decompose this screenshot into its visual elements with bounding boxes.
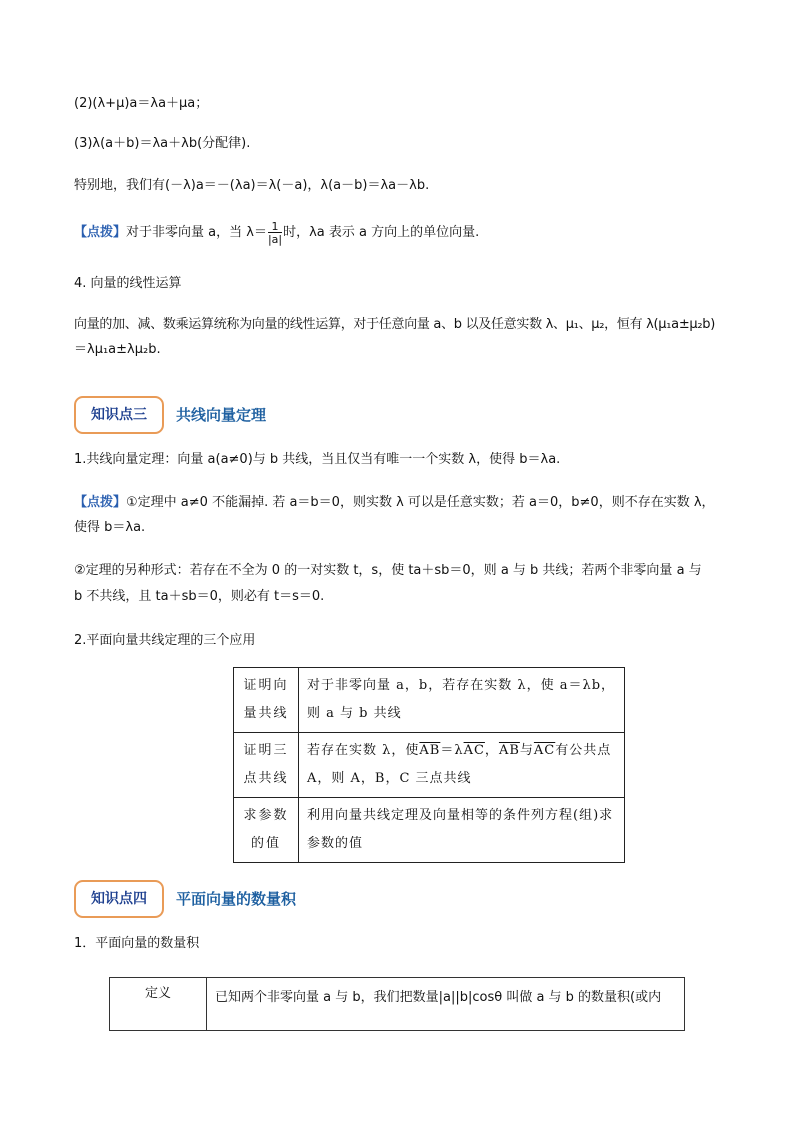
table-row-head: 证明向量共线 — [234, 668, 299, 733]
fraction-numerator: 1 — [271, 219, 279, 233]
table-row-head: 证明三点共线 — [234, 733, 299, 798]
definition-content: 已知两个非零向量 a 与 b，我们把数量|a||b|cosθ 叫做 a 与 b 的数量积(或内 — [207, 978, 685, 1031]
vector-ac: $\overline{AC}$ — [533, 743, 556, 758]
vector-ab: $\overline{AB}$ — [498, 743, 520, 758]
definition-table — [109, 977, 685, 1031]
rule-3: (3)λ(a＋b)＝λa＋λb(分配律). — [74, 136, 251, 151]
theorem-alt-line-2: b 不共线，且 ta＋sb＝0，则必有 t＝s＝0. — [74, 589, 325, 604]
tip-collinear-text: ①定理中 a≠0 不能漏掉. 若 a＝b＝0，则实数 λ 可以是任意实数；若 a＝0，b≠0，则不存在实数 λ， — [126, 495, 715, 510]
tip-collinear-line-2: 使得 b＝λa. — [74, 520, 146, 535]
knowledge-point-4-badge: 知识点四 — [74, 880, 164, 918]
tip-label: 【点拨】 — [74, 495, 127, 510]
table-row — [110, 978, 685, 1031]
table-row — [234, 668, 625, 733]
vector-ac: $\overline{AC}$ — [463, 743, 485, 758]
table-row — [234, 733, 625, 798]
table-row — [234, 798, 625, 863]
theorem-alt-line-1: ②定理的另种形式：若存在不全为 0 的一对实数 t，s，使 ta＋sb＝0，则 a 与 b 共线；若两个非零向量 a 与 — [74, 563, 702, 578]
text: ， — [484, 743, 499, 758]
applications-table — [233, 667, 625, 863]
tip-text-pre: 对于非零向量 a，当 λ＝ — [126, 225, 267, 240]
table-row-head: 求参数的值 — [234, 798, 299, 863]
text: 有公共点 A，则 A，B，C 三点共线 — [307, 743, 612, 786]
knowledge-point-3-header — [74, 396, 267, 434]
applications-title: 2.平面向量共线定理的三个应用 — [74, 633, 256, 648]
special-case: 特别地，我们有(－λ)a＝－(λa)＝λ(－a)，λ(a－b)＝λa－λb. — [74, 178, 430, 193]
text: 若存在实数 λ，使 — [307, 743, 420, 758]
dot-product-title: 1．平面向量的数量积 — [74, 936, 200, 951]
knowledge-point-3-badge: 知识点三 — [74, 396, 164, 434]
text: 与 — [519, 743, 534, 758]
knowledge-point-4-header — [74, 880, 297, 918]
table-row-content: 利用向量共线定理及向量相等的条件列方程(组)求参数的值 — [299, 798, 625, 863]
table-row-content — [299, 733, 625, 798]
definition-head: 定义 — [110, 978, 207, 1031]
section-4-line-1: 向量的加、减、数乘运算统称为向量的线性运算，对于任意向量 a、b 以及任意实数 λ、μ₁、μ₂，恒有 λ(μ₁a±μ₂b) — [74, 317, 716, 332]
collinear-theorem: 1.共线向量定理：向量 a(a≠0)与 b 共线，当且仅当有唯一一个实数 λ，使得 b＝λa. — [74, 452, 561, 467]
tip-collinear-line-1 — [74, 494, 715, 512]
tip-unit-vector — [74, 220, 479, 246]
section-4-line-2: ＝λμ₁a±λμ₂b. — [74, 342, 161, 357]
fraction — [268, 221, 282, 245]
text: ＝λ — [440, 743, 464, 758]
fraction-denominator: |a| — [267, 232, 283, 246]
vector-ab: $\overline{AB}$ — [419, 743, 441, 758]
section-4-title: 4. 向量的线性运算 — [74, 276, 182, 291]
tip-text-post: 时，λa 表示 a 方向上的单位向量. — [283, 225, 480, 240]
knowledge-point-3-title: 共线向量定理 — [176, 406, 267, 424]
table-row-content: 对于非零向量 a，b，若存在实数 λ，使 a＝λb，则 a 与 b 共线 — [299, 668, 625, 733]
tip-label: 【点拨】 — [74, 225, 127, 240]
rule-2: (2)(λ+μ)a＝λa＋μa； — [74, 96, 209, 111]
knowledge-point-4-title: 平面向量的数量积 — [176, 890, 297, 908]
